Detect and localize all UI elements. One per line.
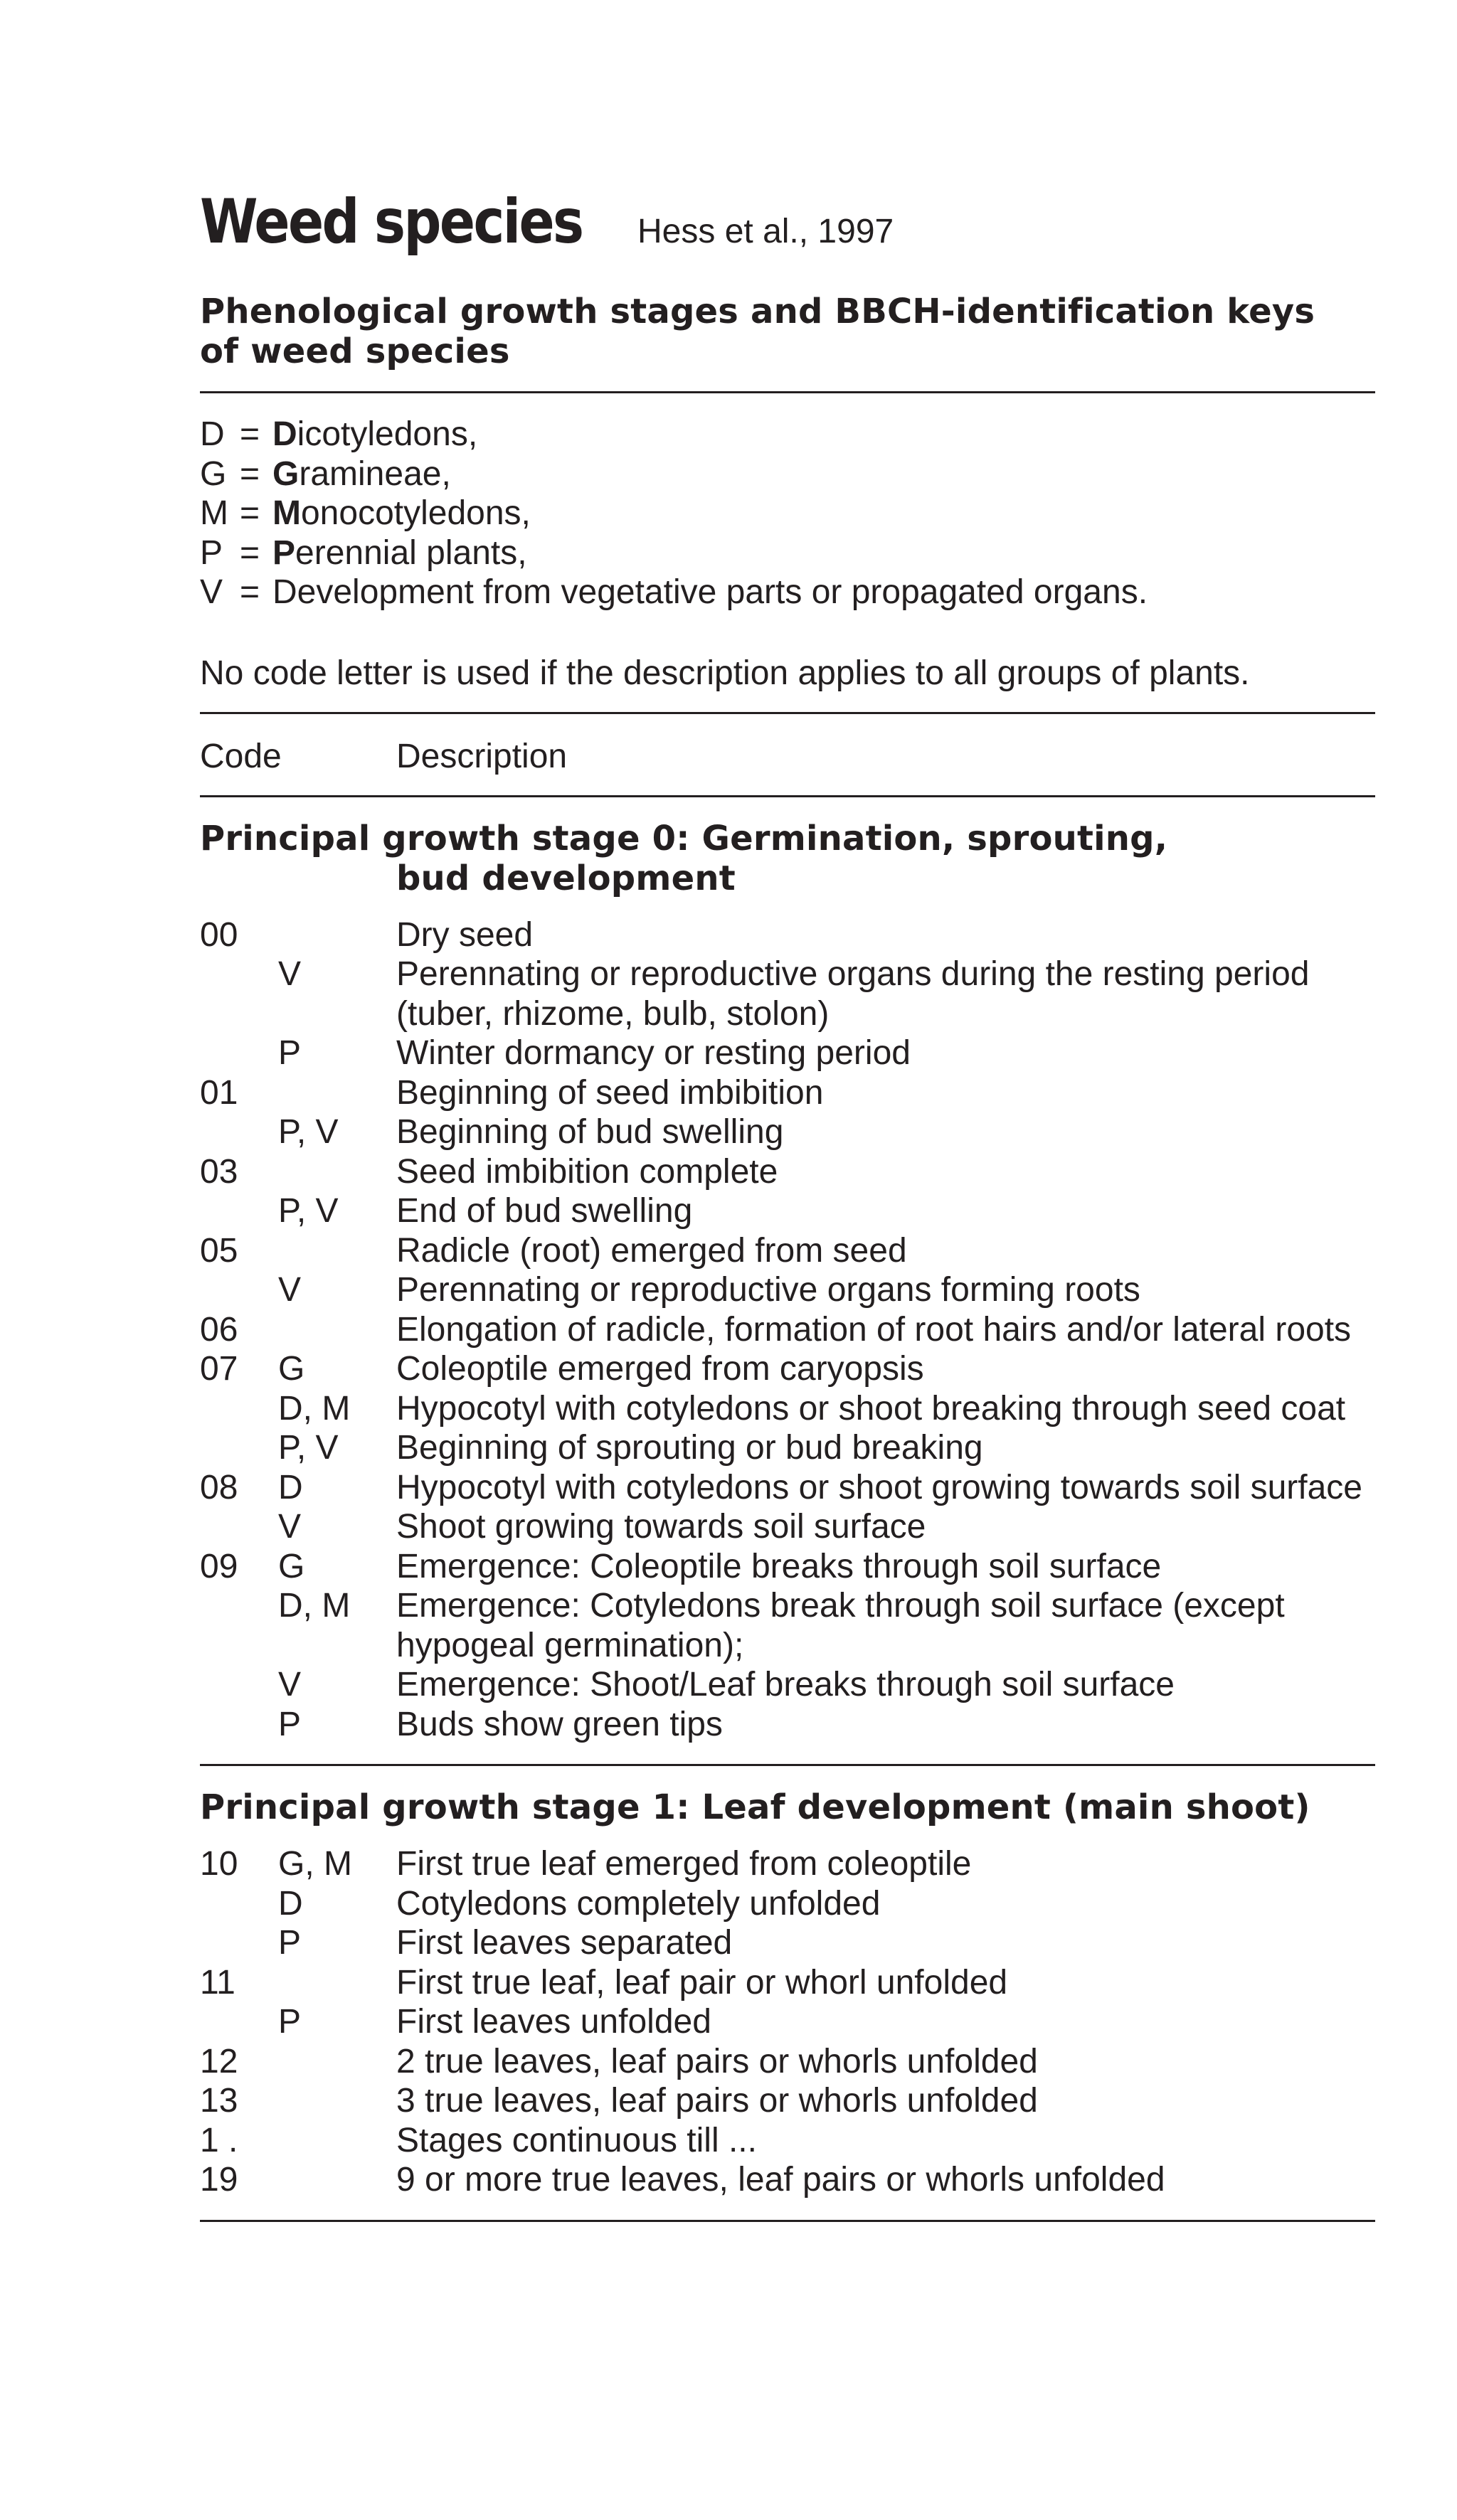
stage-code [200, 1923, 278, 1963]
table-row [200, 1923, 1375, 1963]
table-row [200, 1073, 1375, 1113]
divider [200, 391, 1375, 393]
plant-group [278, 2042, 396, 2082]
title-reference: Hess et al., 1997 [637, 213, 894, 250]
legend-meaning-rest: erennial plants, [295, 533, 527, 572]
stage-code [200, 955, 278, 1033]
plant-group: V [278, 1508, 302, 1546]
legend-item [200, 454, 1375, 494]
table-row [200, 1468, 1375, 1508]
plant-group [278, 915, 396, 955]
legend-meaning [272, 454, 451, 494]
stage-description: End of bud swelling [396, 1192, 693, 1230]
stage-code: 03 [200, 1152, 238, 1191]
plant-group: D [278, 1468, 303, 1506]
stage-description: Emergence: Coleoptile breaks through soil surface [396, 1547, 1162, 1585]
stage-code [200, 1884, 278, 1924]
table-row [200, 1152, 1375, 1192]
stage-code: 1 . [200, 2121, 238, 2159]
stage-description: Hypocotyl with cotyledons or shoot growing towards soil surface [396, 1468, 1362, 1506]
legend-meaning-initial: P [272, 533, 296, 572]
stage-description: Cotyledons completely unfolded [396, 1884, 881, 1923]
plant-group: G [278, 1350, 305, 1388]
plant-group: V [278, 1666, 302, 1703]
code-legend [200, 415, 1375, 612]
plant-group: D, M [278, 1587, 351, 1625]
subtitle-line-2: of weed species [200, 331, 510, 371]
legend-code-letter: M [200, 494, 228, 532]
stage-code: 09 [200, 1547, 238, 1585]
legend-meaning [272, 573, 1148, 612]
stage-code: 08 [200, 1468, 238, 1506]
plant-group: V [278, 955, 302, 993]
table-row [200, 1191, 1375, 1231]
plant-group: P [278, 1924, 302, 1962]
stage-0-table [200, 915, 1375, 1745]
legend-equals: = [240, 415, 260, 453]
plant-group: G, M [278, 1845, 352, 1883]
stage-code [200, 1428, 278, 1468]
plant-group: P, V [278, 1429, 339, 1467]
stage-description: Radicle (root) emerged from seed [396, 1231, 907, 1270]
plant-group: V [278, 1271, 302, 1309]
stage-description: Perennating or reproductive organs during the resting period (tuber, rhizome, bulb, stolon) [396, 955, 1310, 1033]
stage-description: Stages continuous till ... [396, 2121, 757, 2159]
column-header-code: Code [200, 737, 282, 775]
table-row [200, 1231, 1375, 1271]
stage-description: Buds show green tips [396, 1705, 723, 1743]
subtitle-line-1: Phenological growth stages and BBCH-identification keys [200, 292, 1315, 331]
table-row [200, 1844, 1375, 1884]
stage-description: Winter dormancy or resting period [396, 1034, 911, 1072]
legend-meaning [272, 533, 527, 573]
stage-code [200, 1586, 278, 1665]
legend-meaning-rest: Development from vegetative parts or propagated organs. [272, 573, 1148, 611]
legend-code-letter: G [200, 454, 227, 493]
table-row [200, 1963, 1375, 2003]
stage-code: 05 [200, 1231, 238, 1270]
legend-item [200, 573, 1375, 612]
table-row [200, 1705, 1375, 1745]
legend-meaning-rest: onocotyledons, [300, 494, 531, 532]
column-header-description: Description [396, 737, 568, 775]
stage-code [200, 1112, 278, 1152]
table-row [200, 2121, 1375, 2161]
stage-code: 11 [200, 1963, 235, 2001]
table-row [200, 2002, 1375, 2042]
stage-code [200, 1270, 278, 1310]
legend-item [200, 415, 1375, 454]
stage-code: 01 [200, 1073, 238, 1112]
divider [200, 2220, 1375, 2222]
stage-description: First true leaf, leaf pair or whorl unfolded [396, 1963, 1008, 2001]
plant-group: P, V [278, 1192, 339, 1230]
stage-code [200, 1705, 278, 1745]
stage-description: Emergence: Cotyledons break through soil surface (except hypogeal germination); [396, 1587, 1285, 1664]
table-row [200, 955, 1375, 1033]
plant-group: P [278, 2003, 302, 2041]
plant-group: D [278, 1884, 303, 1923]
subtitle [200, 292, 1375, 371]
stage-code: 19 [200, 2161, 238, 2199]
stage-description: Perennating or reproductive organs forming roots [396, 1271, 1140, 1309]
table-row [200, 1586, 1375, 1665]
table-row [200, 1310, 1375, 1350]
stage-description: First leaves unfolded [396, 2003, 711, 2041]
legend-equals: = [240, 573, 260, 611]
plant-group [278, 2160, 396, 2200]
legend-item [200, 533, 1375, 573]
stage-description: Beginning of seed imbibition [396, 1073, 824, 1112]
legend-meaning-initial: M [272, 494, 301, 532]
legend-code-letter: D [200, 415, 225, 453]
stage-description: Seed imbibition complete [396, 1152, 778, 1191]
table-row [200, 1507, 1375, 1547]
stage-description: Shoot growing towards soil surface [396, 1508, 926, 1546]
legend-meaning-rest: icotyledons, [297, 415, 478, 453]
stage-description: Elongation of radicle, formation of root hairs and/or lateral roots [396, 1310, 1352, 1349]
stage-1-heading: Principal growth stage 1: Leaf development (main shoot) [200, 1787, 1310, 1827]
legend-item [200, 494, 1375, 533]
table-row [200, 2160, 1375, 2200]
title-row [200, 186, 1375, 272]
stage-description: First true leaf emerged from coleoptile [396, 1845, 972, 1883]
table-row [200, 1389, 1375, 1429]
legend-meaning-rest: ramineae, [299, 454, 451, 493]
table-row [200, 1270, 1375, 1310]
legend-meaning-initial: D [272, 415, 297, 453]
stage-description: 9 or more true leaves, leaf pairs or whorls unfolded [396, 2161, 1165, 2199]
stage-code [200, 1389, 278, 1429]
legend-code-letter: V [200, 573, 223, 611]
plant-group [278, 1963, 396, 2003]
page-title: Weed species [200, 186, 583, 257]
plant-group [278, 1231, 396, 1271]
plant-group: P [278, 1705, 302, 1743]
stage-code: 12 [200, 2042, 238, 2080]
legend-equals: = [240, 494, 260, 532]
table-row [200, 1033, 1375, 1073]
divider [200, 1764, 1375, 1766]
stage-0-heading [200, 819, 1375, 898]
table-row [200, 1428, 1375, 1468]
stage-code [200, 1665, 278, 1705]
plant-group [278, 1310, 396, 1350]
legend-meaning [272, 494, 531, 533]
legend-meaning [272, 415, 477, 454]
table-row [200, 1349, 1375, 1389]
document-page [200, 186, 1375, 2222]
table-row [200, 1112, 1375, 1152]
plant-group [278, 2081, 396, 2121]
plant-group: P, V [278, 1113, 339, 1151]
stage-code [200, 1033, 278, 1073]
stage-code [200, 2002, 278, 2042]
stage-description: Emergence: Shoot/Leaf breaks through soil surface [396, 1666, 1175, 1703]
stage-code: 07 [200, 1350, 238, 1388]
plant-group [278, 1073, 396, 1113]
table-row [200, 915, 1375, 955]
stage-description: Beginning of sprouting or bud breaking [396, 1429, 983, 1467]
legend-note: No code letter is used if the description applies to all groups of plants. [200, 654, 1250, 692]
legend-meaning-initial: G [272, 454, 300, 493]
legend-equals: = [240, 533, 260, 572]
stage-description: 3 true leaves, leaf pairs or whorls unfolded [396, 2082, 1038, 2120]
stage-description: 2 true leaves, leaf pairs or whorls unfolded [396, 2042, 1038, 2080]
divider [200, 795, 1375, 797]
stage-description: Dry seed [396, 915, 534, 954]
stage-description: Coleoptile emerged from caryopsis [396, 1350, 924, 1388]
stage-code [200, 1507, 278, 1547]
stage-description: Beginning of bud swelling [396, 1113, 784, 1151]
table-row [200, 1665, 1375, 1705]
plant-group: P [278, 1034, 302, 1072]
table-header [200, 737, 1375, 777]
stage-code: 00 [200, 915, 238, 954]
table-row [200, 2081, 1375, 2121]
stage-code: 13 [200, 2082, 238, 2120]
legend-equals: = [240, 454, 260, 493]
stage-description: Hypocotyl with cotyledons or shoot breaking through seed coat [396, 1389, 1346, 1428]
table-row [200, 1884, 1375, 1924]
plant-group: G [278, 1547, 305, 1585]
stage-code: 06 [200, 1310, 238, 1349]
plant-group [278, 1152, 396, 1192]
stage-0-heading-line-2: bud development [396, 858, 736, 898]
divider [200, 712, 1375, 714]
stage-1-table [200, 1844, 1375, 2200]
plant-group: D, M [278, 1389, 351, 1428]
table-row [200, 2042, 1375, 2082]
stage-description: First leaves separated [396, 1924, 733, 1962]
stage-code [200, 1191, 278, 1231]
stage-0-heading-line-1: Principal growth stage 0: Germination, sprouting, [200, 818, 1168, 858]
table-row [200, 1547, 1375, 1587]
legend-code-letter: P [200, 533, 223, 572]
stage-code: 10 [200, 1845, 238, 1883]
plant-group [278, 2121, 396, 2161]
